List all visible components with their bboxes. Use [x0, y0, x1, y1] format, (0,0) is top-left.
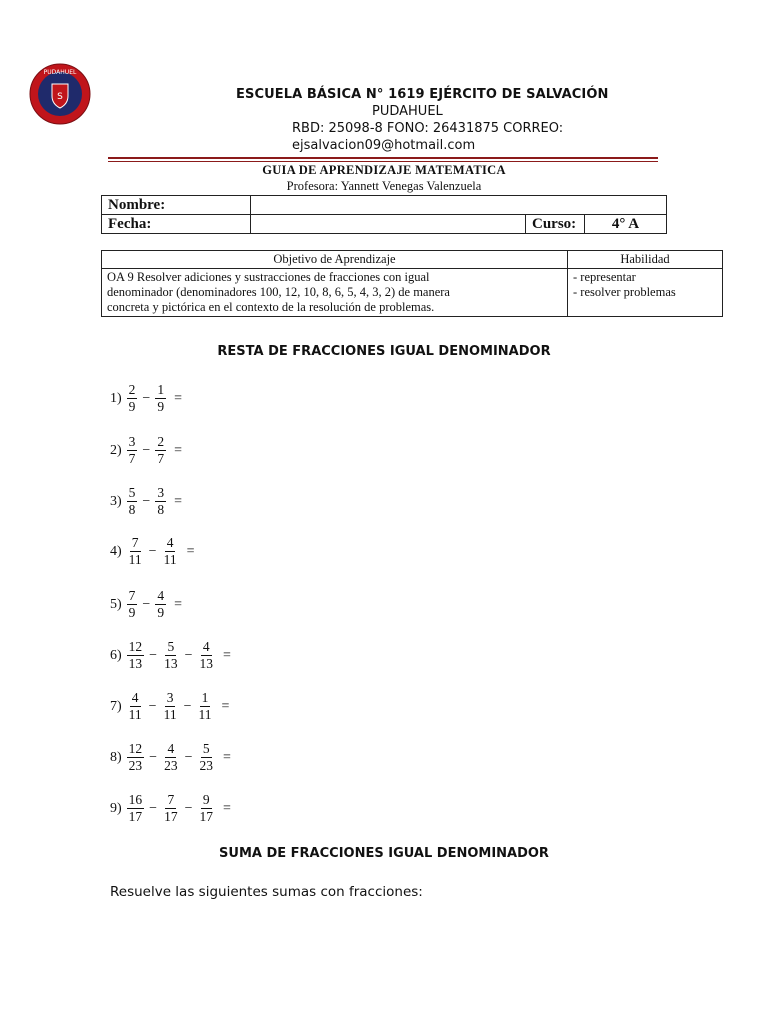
equals-sign: = — [221, 698, 230, 714]
exercise-item — [110, 485, 182, 518]
objective-line: denominador (denominadores 100, 12, 10, 8, 6, 5, 4, 3, 2) de manera — [107, 285, 450, 299]
equals-sign: = — [222, 647, 231, 663]
exercise-number: 2) — [110, 442, 122, 458]
denominator: 23 — [164, 758, 178, 773]
fraction — [162, 535, 179, 568]
numerator: 3 — [157, 485, 165, 500]
denominator: 13 — [199, 656, 213, 671]
denominator: 11 — [198, 707, 212, 722]
denominator: 23 — [128, 758, 143, 773]
exercise-number: 8) — [110, 749, 122, 765]
skill-item: - representar — [573, 270, 636, 284]
numerator: 7 — [131, 535, 139, 550]
fraction — [127, 741, 145, 774]
exercise-number: 5) — [110, 596, 122, 612]
numerator: 4 — [131, 690, 139, 705]
denominator: 11 — [163, 552, 177, 567]
fraction — [155, 434, 166, 467]
school-town: PUDAHUEL — [372, 104, 443, 119]
fraction — [162, 690, 179, 723]
numerator: 7 — [167, 792, 175, 807]
name-field[interactable] — [251, 196, 667, 215]
equals-sign: = — [186, 543, 195, 559]
numerator: 4 — [167, 741, 175, 756]
fraction — [127, 690, 144, 723]
date-label: Fecha: — [102, 215, 251, 234]
exercise-number: 9) — [110, 800, 122, 816]
section-title-subtraction: RESTA DE FRACCIONES IGUAL DENOMINADOR — [217, 344, 551, 359]
date-field[interactable] — [251, 215, 526, 234]
numerator: 5 — [128, 485, 136, 500]
minus-operator: − — [183, 698, 192, 714]
objective-header: Objetivo de Aprendizaje — [102, 251, 568, 269]
equals-sign: = — [174, 442, 182, 458]
minus-operator: − — [149, 647, 158, 663]
denominator: 9 — [157, 605, 165, 620]
logo-text: PUDAHUEL — [43, 69, 77, 76]
exercise-item — [110, 535, 194, 568]
denominator: 23 — [199, 758, 213, 773]
fraction — [155, 485, 166, 518]
numerator: 2 — [157, 434, 165, 449]
minus-operator: − — [142, 493, 151, 509]
exercise-item — [110, 639, 231, 672]
fraction — [197, 792, 215, 825]
name-label: Nombre: — [102, 196, 251, 215]
fraction — [197, 639, 215, 672]
numerator: 3 — [128, 434, 136, 449]
equals-sign: = — [174, 493, 182, 509]
equals-sign: = — [222, 749, 231, 765]
numerator: 4 — [202, 639, 210, 654]
objective-line: concreta y pictórica en el contexto de la resolución de problemas. — [107, 300, 435, 314]
numerator: 4 — [166, 535, 174, 550]
exercise-number: 4) — [110, 543, 122, 559]
denominator: 17 — [199, 809, 213, 824]
minus-operator: − — [148, 543, 157, 559]
course-value: 4° A — [585, 215, 667, 234]
denominator: 13 — [164, 656, 178, 671]
numerator: 7 — [128, 588, 136, 603]
fraction — [155, 382, 166, 415]
denominator: 7 — [157, 451, 165, 466]
skill-item: - resolver problemas — [573, 285, 676, 299]
minus-operator: − — [142, 442, 151, 458]
numerator: 12 — [128, 741, 143, 756]
numerator: 1 — [157, 382, 165, 397]
fraction — [127, 434, 138, 467]
minus-operator: − — [149, 800, 158, 816]
fraction — [162, 792, 180, 825]
fraction — [127, 535, 144, 568]
fraction — [162, 639, 180, 672]
numerator: 2 — [128, 382, 136, 397]
denominator: 11 — [128, 552, 142, 567]
minus-operator: − — [142, 596, 151, 612]
fraction — [196, 690, 213, 723]
section-title-addition: SUMA DE FRACCIONES IGUAL DENOMINADOR — [219, 846, 549, 861]
exercise-item — [110, 382, 182, 415]
denominator: 9 — [128, 399, 136, 414]
exercise-number: 7) — [110, 698, 122, 714]
exercise-item — [110, 741, 231, 774]
skill-header: Habilidad — [568, 251, 723, 269]
denominator: 7 — [128, 451, 136, 466]
denominator: 8 — [128, 502, 136, 517]
denominator: 11 — [163, 707, 177, 722]
fraction — [127, 382, 138, 415]
objective-table — [101, 250, 723, 317]
numerator: 16 — [128, 792, 143, 807]
skills-cell — [568, 269, 723, 317]
teacher-name: Profesora: Yannett Venegas Valenzuela — [286, 179, 482, 193]
denominator: 13 — [128, 656, 143, 671]
student-info-table — [101, 195, 667, 234]
equals-sign: = — [222, 800, 231, 816]
fraction — [162, 741, 180, 774]
minus-operator: − — [148, 698, 157, 714]
objective-text — [102, 269, 568, 317]
exercise-number: 3) — [110, 493, 122, 509]
numerator: 4 — [157, 588, 165, 603]
minus-operator: − — [184, 647, 193, 663]
fraction — [127, 588, 138, 621]
denominator: 17 — [128, 809, 143, 824]
numerator: 5 — [167, 639, 175, 654]
numerator: 1 — [201, 690, 209, 705]
guide-title: GUIA DE APRENDIZAJE MATEMATICA — [262, 163, 506, 177]
school-email: ejsalvacion09@hotmail.com — [292, 138, 476, 153]
exercise-item — [110, 588, 182, 621]
fraction — [127, 639, 145, 672]
svg-text:S: S — [57, 92, 63, 102]
numerator: 5 — [202, 741, 210, 756]
denominator: 9 — [157, 399, 165, 414]
numerator: 12 — [128, 639, 143, 654]
school-contact: RBD: 25098-8 FONO: 26431875 CORREO: — [292, 121, 564, 136]
course-label: Curso: — [526, 215, 585, 234]
school-name: ESCUELA BÁSICA N° 1619 EJÉRCITO DE SALVACIÓN — [236, 87, 609, 102]
exercise-item — [110, 792, 231, 825]
exercise-item — [110, 434, 182, 467]
objective-line: OA 9 Resolver adiciones y sustracciones de fracciones con igual — [107, 270, 430, 284]
minus-operator: − — [184, 749, 193, 765]
exercise-number: 1) — [110, 390, 122, 406]
fraction — [155, 588, 166, 621]
equals-sign: = — [174, 596, 182, 612]
numerator: 9 — [202, 792, 210, 807]
numerator: 3 — [166, 690, 174, 705]
minus-operator: − — [184, 800, 193, 816]
fraction — [197, 741, 215, 774]
fraction — [127, 792, 145, 825]
minus-operator: − — [142, 390, 151, 406]
exercise-number: 6) — [110, 647, 122, 663]
equals-sign: = — [174, 390, 182, 406]
exercise-item — [110, 690, 229, 723]
fraction — [127, 485, 138, 518]
denominator: 9 — [128, 605, 136, 620]
instruction-text: Resuelve las siguientes sumas con fracciones: — [110, 884, 423, 900]
minus-operator: − — [149, 749, 158, 765]
denominator: 17 — [164, 809, 178, 824]
school-logo — [28, 62, 92, 126]
denominator: 8 — [157, 502, 165, 517]
denominator: 11 — [128, 707, 142, 722]
